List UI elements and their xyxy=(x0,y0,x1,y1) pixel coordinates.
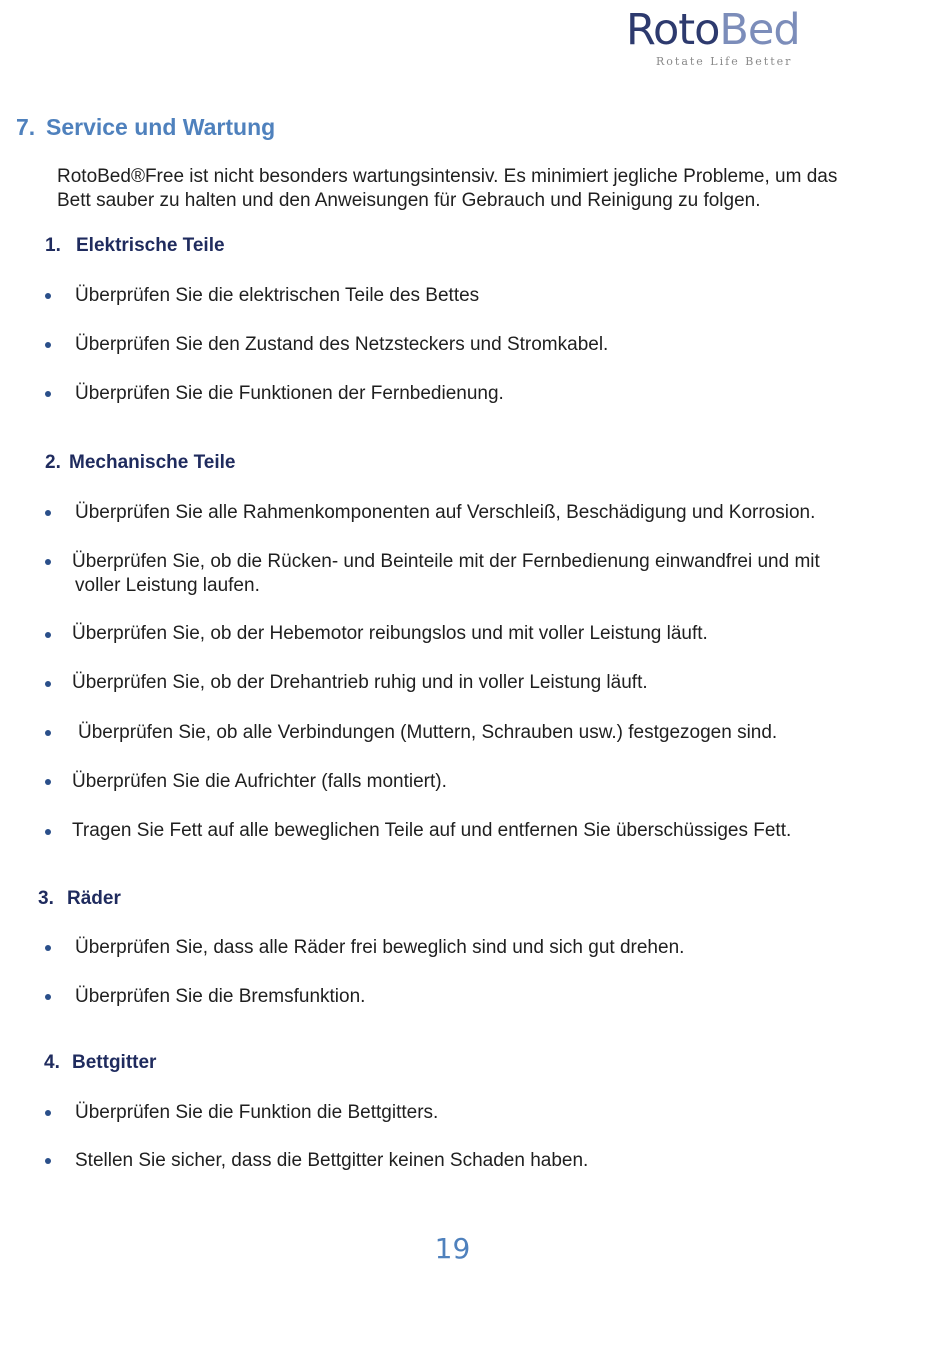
list-item: Überprüfen Sie, ob der Drehantrieb ruhig und in voller Leistung läuft. xyxy=(72,672,648,693)
logo-roto-text: Roto xyxy=(626,5,720,55)
bullet-icon xyxy=(45,1110,51,1116)
bullet-icon xyxy=(45,994,51,1000)
bullet-icon xyxy=(45,945,51,951)
bullet-icon xyxy=(45,293,51,299)
list-item: Überprüfen Sie die Bremsfunktion. xyxy=(75,986,366,1007)
logo-tagline: Rotate Life Better xyxy=(656,55,793,68)
subsection-title: Bettgitter xyxy=(72,1052,157,1073)
subsection-title: Mechanische Teile xyxy=(69,452,236,473)
bullet-icon xyxy=(45,632,51,638)
bullet-icon xyxy=(45,730,51,736)
intro-line-2: Bett sauber zu halten und den Anweisungen für Gebrauch und Reinigung zu folgen. xyxy=(57,190,761,211)
list-item: Überprüfen Sie, ob der Hebemotor reibungslos und mit voller Leistung läuft. xyxy=(72,623,708,644)
intro-paragraph xyxy=(57,165,917,213)
subsection-heading-wheels xyxy=(38,888,121,910)
list-item: Überprüfen Sie die Aufrichter (falls montiert). xyxy=(72,771,447,792)
subsection-number: 1. xyxy=(45,235,61,256)
list-item: Stellen Sie sicher, dass die Bettgitter keinen Schaden haben. xyxy=(75,1150,589,1171)
list-item: Überprüfen Sie, ob alle Verbindungen (Muttern, Schrauben usw.) festgezogen sind. xyxy=(78,722,778,743)
bullet-icon xyxy=(45,510,51,516)
subsection-title: Räder xyxy=(67,888,121,909)
list-item: Tragen Sie Fett auf alle beweglichen Teile auf und entfernen Sie überschüssiges Fett. xyxy=(72,820,792,841)
subsection-heading-mechanical xyxy=(45,452,236,474)
list-item-line-2: voller Leistung laufen. xyxy=(75,575,260,596)
logo-wordmark xyxy=(626,6,826,54)
subsection-heading-electrical xyxy=(45,235,225,257)
subsection-title: Elektrische Teile xyxy=(76,235,225,256)
bullet-icon xyxy=(45,1158,51,1164)
logo-bed-text: Bed xyxy=(719,5,800,55)
list-item: Überprüfen Sie alle Rahmenkomponenten auf Verschleiß, Beschädigung und Korrosion. xyxy=(75,502,816,523)
bullet-icon xyxy=(45,559,51,565)
rotobed-logo xyxy=(626,6,826,68)
bullet-icon xyxy=(45,829,51,835)
bullet-icon xyxy=(45,342,51,348)
bullet-icon xyxy=(45,391,51,397)
bullet-icon xyxy=(45,681,51,687)
list-item-line-1: Überprüfen Sie, ob die Rücken- und Beinteile mit der Fernbedienung einwandfrei und mit xyxy=(72,551,820,572)
section-title-text: Service und Wartung xyxy=(46,114,276,140)
subsection-number: 4. xyxy=(44,1052,60,1073)
subsection-number: 3. xyxy=(38,888,54,909)
section-title xyxy=(16,114,275,141)
subsection-heading-bedrails xyxy=(44,1052,156,1074)
list-item-multiline xyxy=(72,550,902,598)
intro-line-1: RotoBed®Free ist nicht besonders wartungsintensiv. Es minimiert jegliche Probleme, um das xyxy=(57,166,838,187)
list-item: Überprüfen Sie die Funktion die Bettgitters. xyxy=(75,1102,439,1123)
subsection-number: 2. xyxy=(45,452,61,473)
list-item: Überprüfen Sie die Funktionen der Fernbedienung. xyxy=(75,383,504,404)
list-item: Überprüfen Sie die elektrischen Teile des Bettes xyxy=(75,285,480,306)
bullet-icon xyxy=(45,779,51,785)
page-number: 19 xyxy=(434,1232,471,1265)
section-number: 7. xyxy=(16,114,36,140)
list-item: Überprüfen Sie den Zustand des Netzsteckers und Stromkabel. xyxy=(75,334,609,355)
list-item: Überprüfen Sie, dass alle Räder frei beweglich sind und sich gut drehen. xyxy=(75,937,685,958)
